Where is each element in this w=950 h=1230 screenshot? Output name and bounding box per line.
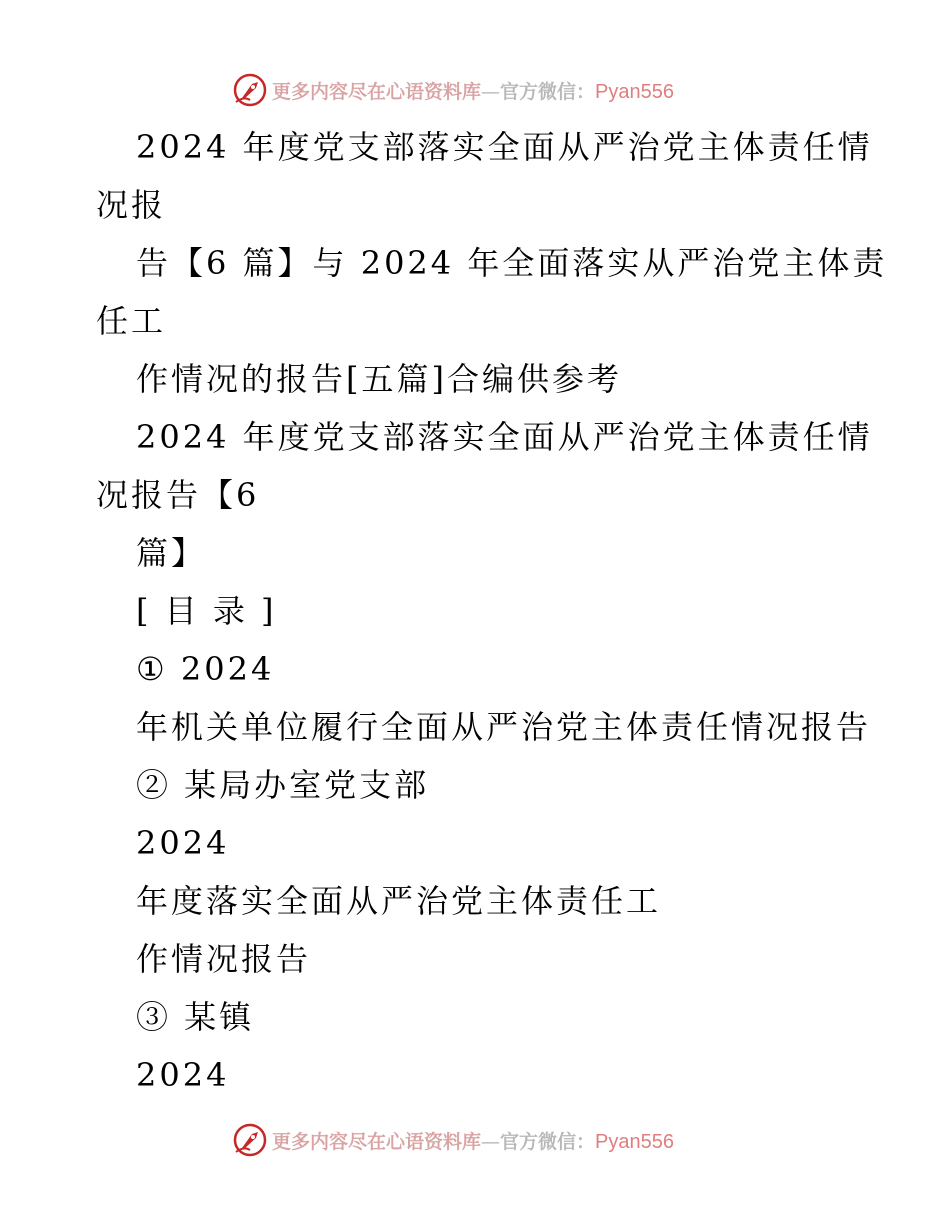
toc-item: 年机关单位履行全面从严治党主体责任情况报告	[136, 708, 872, 746]
watermark-dash: —	[481, 80, 501, 103]
header-watermark	[232, 70, 674, 110]
pen-nib-logo-icon	[232, 1122, 268, 1158]
watermark-dash: —	[481, 1130, 501, 1153]
toc-item: 年度落实全面从严治党主体责任工	[136, 882, 662, 920]
watermark-id: Pyan556	[595, 80, 674, 103]
toc-heading: [ 目 录 ]	[136, 592, 277, 630]
toc-item: ② 某局办室党支部	[136, 766, 430, 804]
doc-line: 作情况的报告[五篇]合编供参考	[136, 360, 622, 398]
doc-line: 况报	[96, 186, 167, 224]
watermark-site: 更多内容尽在心语资料库	[272, 80, 482, 103]
toc-item: ③ 某镇	[136, 998, 255, 1036]
watermark-id: Pyan556	[595, 1130, 674, 1153]
doc-line: 2024 年度党支部落实全面从严治党主体责任情	[136, 128, 873, 166]
watermark-label: 官方微信：	[500, 1130, 596, 1153]
doc-line: 2024 年度党支部落实全面从严治党主体责任情	[136, 418, 873, 456]
watermark-site: 更多内容尽在心语资料库	[272, 1130, 482, 1153]
footer-watermark	[232, 1120, 674, 1160]
watermark-text	[272, 1127, 674, 1154]
pen-nib-logo-icon	[232, 72, 268, 108]
doc-line: 任工	[96, 302, 167, 340]
toc-item: 2024	[136, 824, 230, 862]
toc-item: 2024	[136, 1056, 230, 1094]
doc-line: 告【6 篇】与 2024 年全面落实从严治党主体责	[136, 244, 888, 282]
toc-item: ① 2024	[136, 650, 275, 688]
doc-line: 篇】	[136, 534, 207, 572]
doc-line: 况报告【6	[96, 476, 260, 514]
watermark-text	[272, 77, 674, 104]
watermark-label: 官方微信：	[500, 80, 596, 103]
toc-item: 作情况报告	[136, 940, 312, 978]
